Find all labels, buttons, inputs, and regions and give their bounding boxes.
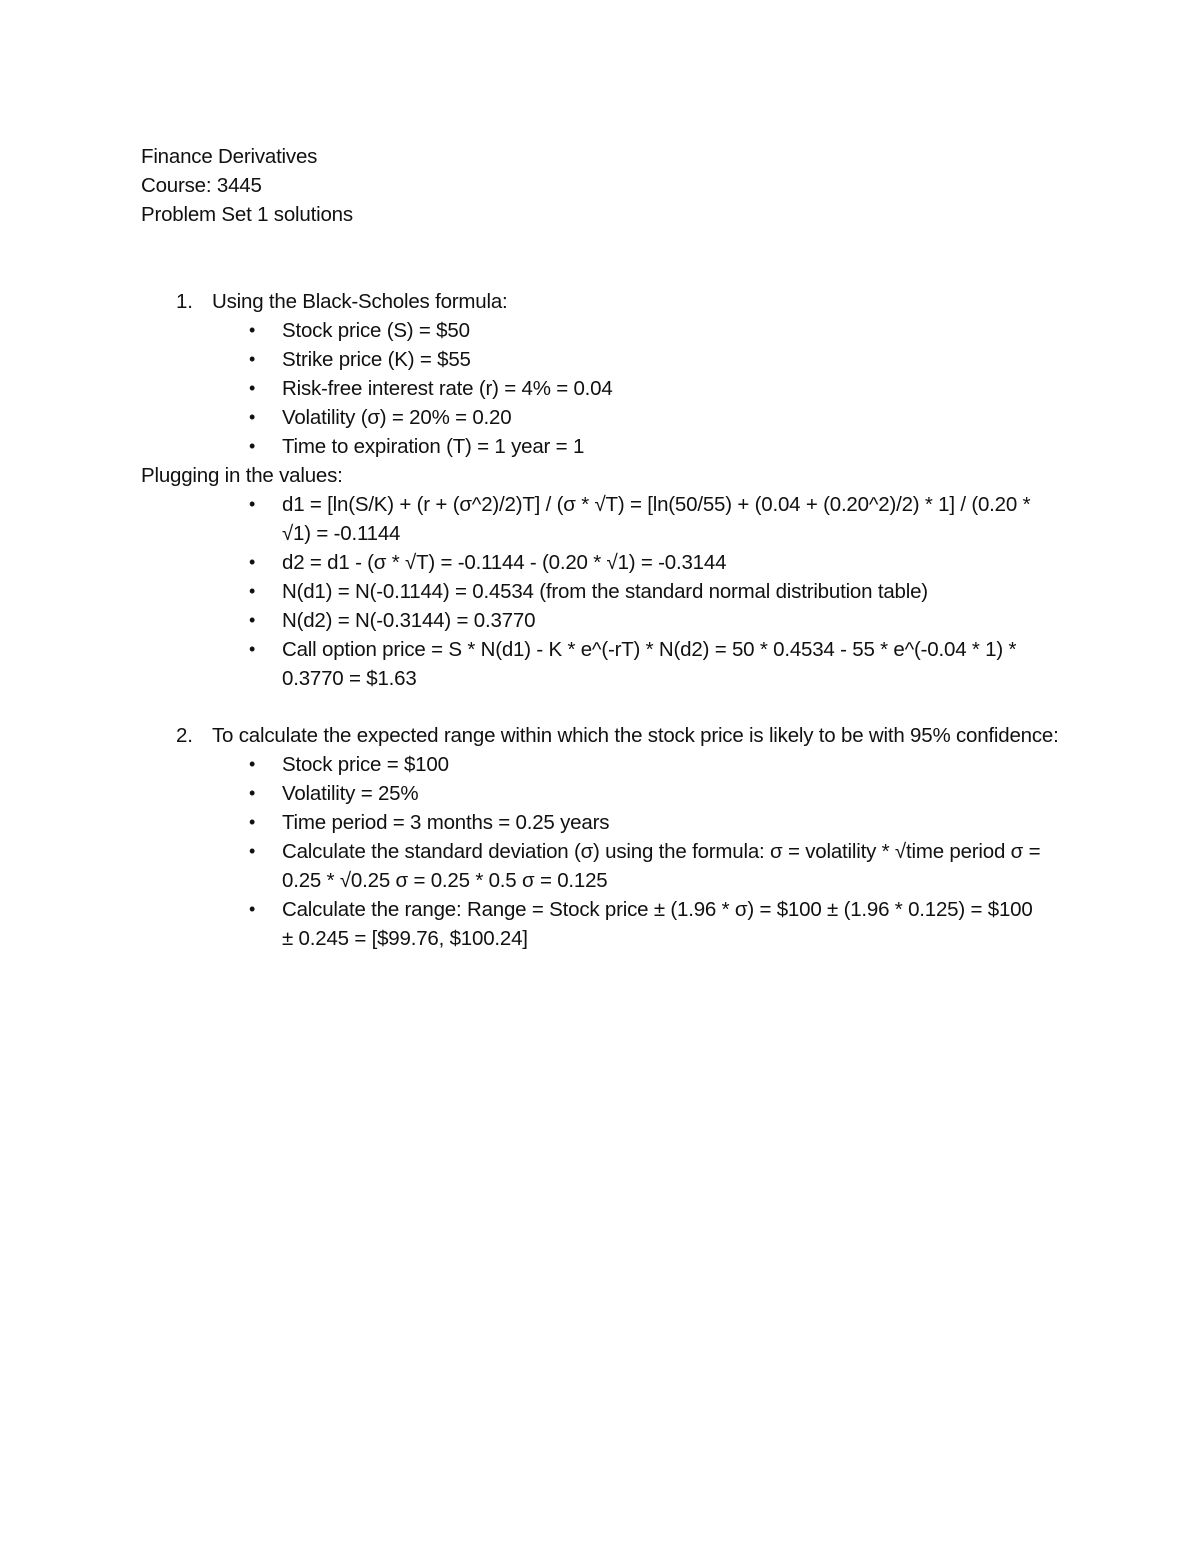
list-item xyxy=(141,548,1061,577)
list-item xyxy=(141,432,1061,461)
bullet-icon: • xyxy=(249,812,256,832)
course-number: Course: 3445 xyxy=(141,174,262,197)
list-item xyxy=(141,779,1061,808)
bullet-icon: • xyxy=(249,639,256,659)
problem-1-intro: Using the Black-Scholes formula: xyxy=(212,290,508,313)
problem-1 xyxy=(141,287,1061,316)
problem-2-intro: To calculate the expected range within which the stock price is likely to be with 95% confidence: xyxy=(212,724,1059,747)
item-volatility: Volatility = 25% xyxy=(282,782,419,805)
bullet-icon: • xyxy=(249,610,256,630)
problem-2-number: 2. xyxy=(176,724,193,747)
course-title: Finance Derivatives xyxy=(141,145,318,168)
item-standard-deviation: Calculate the standard deviation (σ) using the formula: σ = volatility * √time period σ = 0.25 * √0.25 σ = 0.25 * 0.5 σ = 0.125 xyxy=(282,840,1041,892)
bullet-icon: • xyxy=(249,494,256,514)
list-item xyxy=(141,837,1061,895)
list-item xyxy=(141,808,1061,837)
bullet-icon: • xyxy=(249,581,256,601)
step-n-d2: N(d2) = N(-0.3144) = 0.3770 xyxy=(282,609,536,632)
item-range: Calculate the range: Range = Stock price ± (1.96 * σ) = $100 ± (1.96 * 0.125) = $100 ± 0.245 = [$99.76, $100.24] xyxy=(282,898,1033,950)
input-time-to-expiration: Time to expiration (T) = 1 year = 1 xyxy=(282,435,585,458)
input-stock-price: Stock price (S) = $50 xyxy=(282,319,470,342)
bullet-icon: • xyxy=(249,841,256,861)
header-spacer xyxy=(141,229,1061,287)
problem-2 xyxy=(141,721,1061,750)
step-call-price: Call option price = S * N(d1) - K * e^(-rT) * N(d2) = 50 * 0.4534 - 55 * e^(-0.04 * 1) * 0.3770 = $1.63 xyxy=(282,638,1017,690)
item-stock-price: Stock price = $100 xyxy=(282,753,449,776)
input-strike-price: Strike price (K) = $55 xyxy=(282,348,471,371)
input-volatility: Volatility (σ) = 20% = 0.20 xyxy=(282,406,512,429)
problem-1-inputs xyxy=(141,316,1061,461)
input-risk-free-rate: Risk-free interest rate (r) = 4% = 0.04 xyxy=(282,377,613,400)
list-item xyxy=(141,316,1061,345)
step-n-d1: N(d1) = N(-0.1144) = 0.4534 (from the standard normal distribution table) xyxy=(282,580,928,603)
bullet-icon: • xyxy=(249,378,256,398)
problem-1-number: 1. xyxy=(176,290,193,313)
problem-set-title: Problem Set 1 solutions xyxy=(141,203,353,226)
problem-1-steps xyxy=(141,490,1061,693)
bullet-icon: • xyxy=(249,783,256,803)
step-d2: d2 = d1 - (σ * √T) = -0.1144 - (0.20 * √1) = -0.3144 xyxy=(282,551,727,574)
item-time-period: Time period = 3 months = 0.25 years xyxy=(282,811,610,834)
bullet-icon: • xyxy=(249,349,256,369)
plugging-values-heading: Plugging in the values: xyxy=(141,464,343,487)
list-item xyxy=(141,374,1061,403)
list-item xyxy=(141,635,1061,693)
list-item xyxy=(141,490,1061,548)
list-item xyxy=(141,577,1061,606)
step-d1: d1 = [ln(S/K) + (r + (σ^2)/2)T] / (σ * √T) = [ln(50/55) + (0.04 + (0.20^2)/2) * 1] / (0.20 * √1) = -0.1144 xyxy=(282,493,1031,545)
bullet-icon: • xyxy=(249,899,256,919)
list-item xyxy=(141,345,1061,374)
bullet-icon: • xyxy=(249,436,256,456)
bullet-icon: • xyxy=(249,320,256,340)
bullet-icon: • xyxy=(249,754,256,774)
document-body xyxy=(141,142,1061,953)
list-item xyxy=(141,895,1061,953)
list-item xyxy=(141,403,1061,432)
list-item xyxy=(141,606,1061,635)
bullet-icon: • xyxy=(249,407,256,427)
problem-2-items xyxy=(141,750,1061,953)
section-spacer xyxy=(141,693,1061,721)
bullet-icon: • xyxy=(249,552,256,572)
list-item xyxy=(141,750,1061,779)
